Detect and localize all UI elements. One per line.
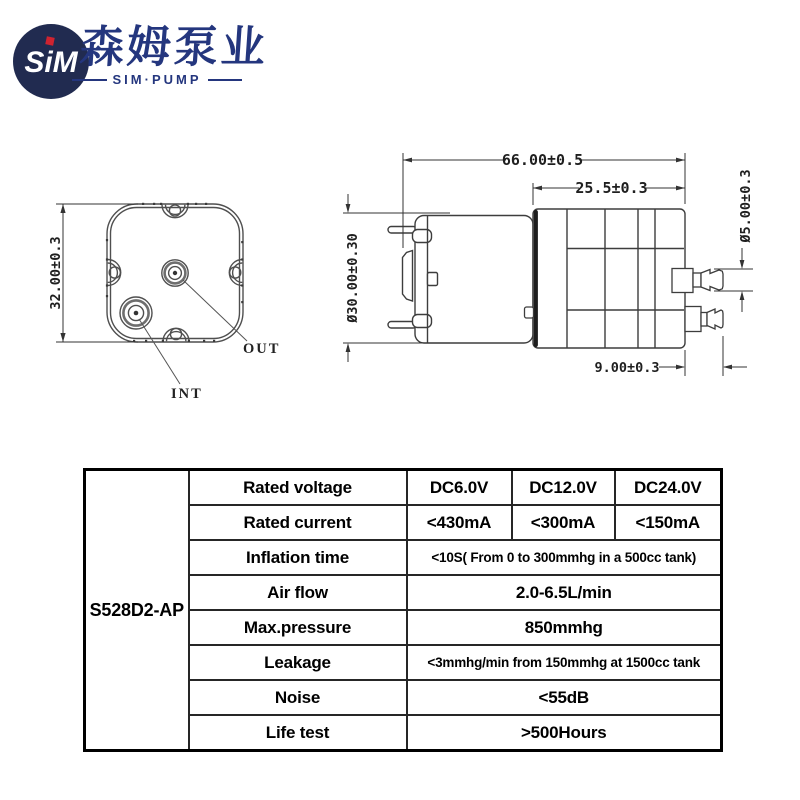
front-height-dimension: 32.00±0.3 xyxy=(48,236,64,310)
brand-name-chinese: 森姆泵业 xyxy=(78,23,270,72)
logo-sim-text: SiM xyxy=(24,45,78,79)
spec-table xyxy=(83,468,723,752)
spec-value-cell: <300mA xyxy=(512,505,615,540)
spec-value-cell: DC6.0V xyxy=(407,470,512,506)
front-view-outline xyxy=(107,204,243,342)
spec-value-cell: 2.0-6.5L/min xyxy=(407,575,722,610)
spec-value-cell: DC24.0V xyxy=(615,470,722,506)
head-length-dimension: 25.5±0.3 xyxy=(575,178,648,197)
spec-value-cell: <430mA xyxy=(407,505,512,540)
spec-value-cell: <55dB xyxy=(407,680,722,715)
spec-param-cell: Inflation time xyxy=(189,540,407,575)
barb-length-dimension: 9.00±0.3 xyxy=(594,359,660,376)
spec-value-cell: DC12.0V xyxy=(512,470,615,506)
spec-param-cell: Air flow xyxy=(189,575,407,610)
model-cell: S528D2-AP xyxy=(85,470,189,751)
spec-value-cell: 850mmhg xyxy=(407,610,722,645)
spec-param-cell: Rated current xyxy=(189,505,407,540)
spec-param-cell: Leakage xyxy=(189,645,407,680)
spec-param-cell: Rated voltage xyxy=(189,470,407,506)
side-view-motor xyxy=(388,216,533,344)
table-row xyxy=(85,470,722,506)
arrow-down-icon xyxy=(60,333,65,342)
spec-param-cell: Life test xyxy=(189,715,407,751)
spec-value-cell: <150mA xyxy=(615,505,722,540)
barb-diameter-dimension: Ø5.00±0.3 xyxy=(738,169,754,243)
out-port-label: OUT xyxy=(243,341,281,357)
int-port-label: INT xyxy=(171,386,203,402)
spec-param-cell: Max.pressure xyxy=(189,610,407,645)
arrow-up-icon xyxy=(60,204,65,213)
spec-param-cell: Noise xyxy=(189,680,407,715)
spec-value-cell: >500Hours xyxy=(407,715,722,751)
overall-length-dimension: 66.00±0.5 xyxy=(501,150,584,169)
side-view-pump-head xyxy=(533,209,685,348)
spec-value-cell: <3mmhg/min from 150mmhg at 1500cc tank xyxy=(407,645,722,680)
brand-name-english: SIM·PUMP xyxy=(112,72,202,87)
spec-value-cell: <10S( From 0 to 300mmhg in a 500cc tank) xyxy=(407,540,722,575)
motor-diameter-dimension: Ø30.00±0.30 xyxy=(345,233,361,323)
